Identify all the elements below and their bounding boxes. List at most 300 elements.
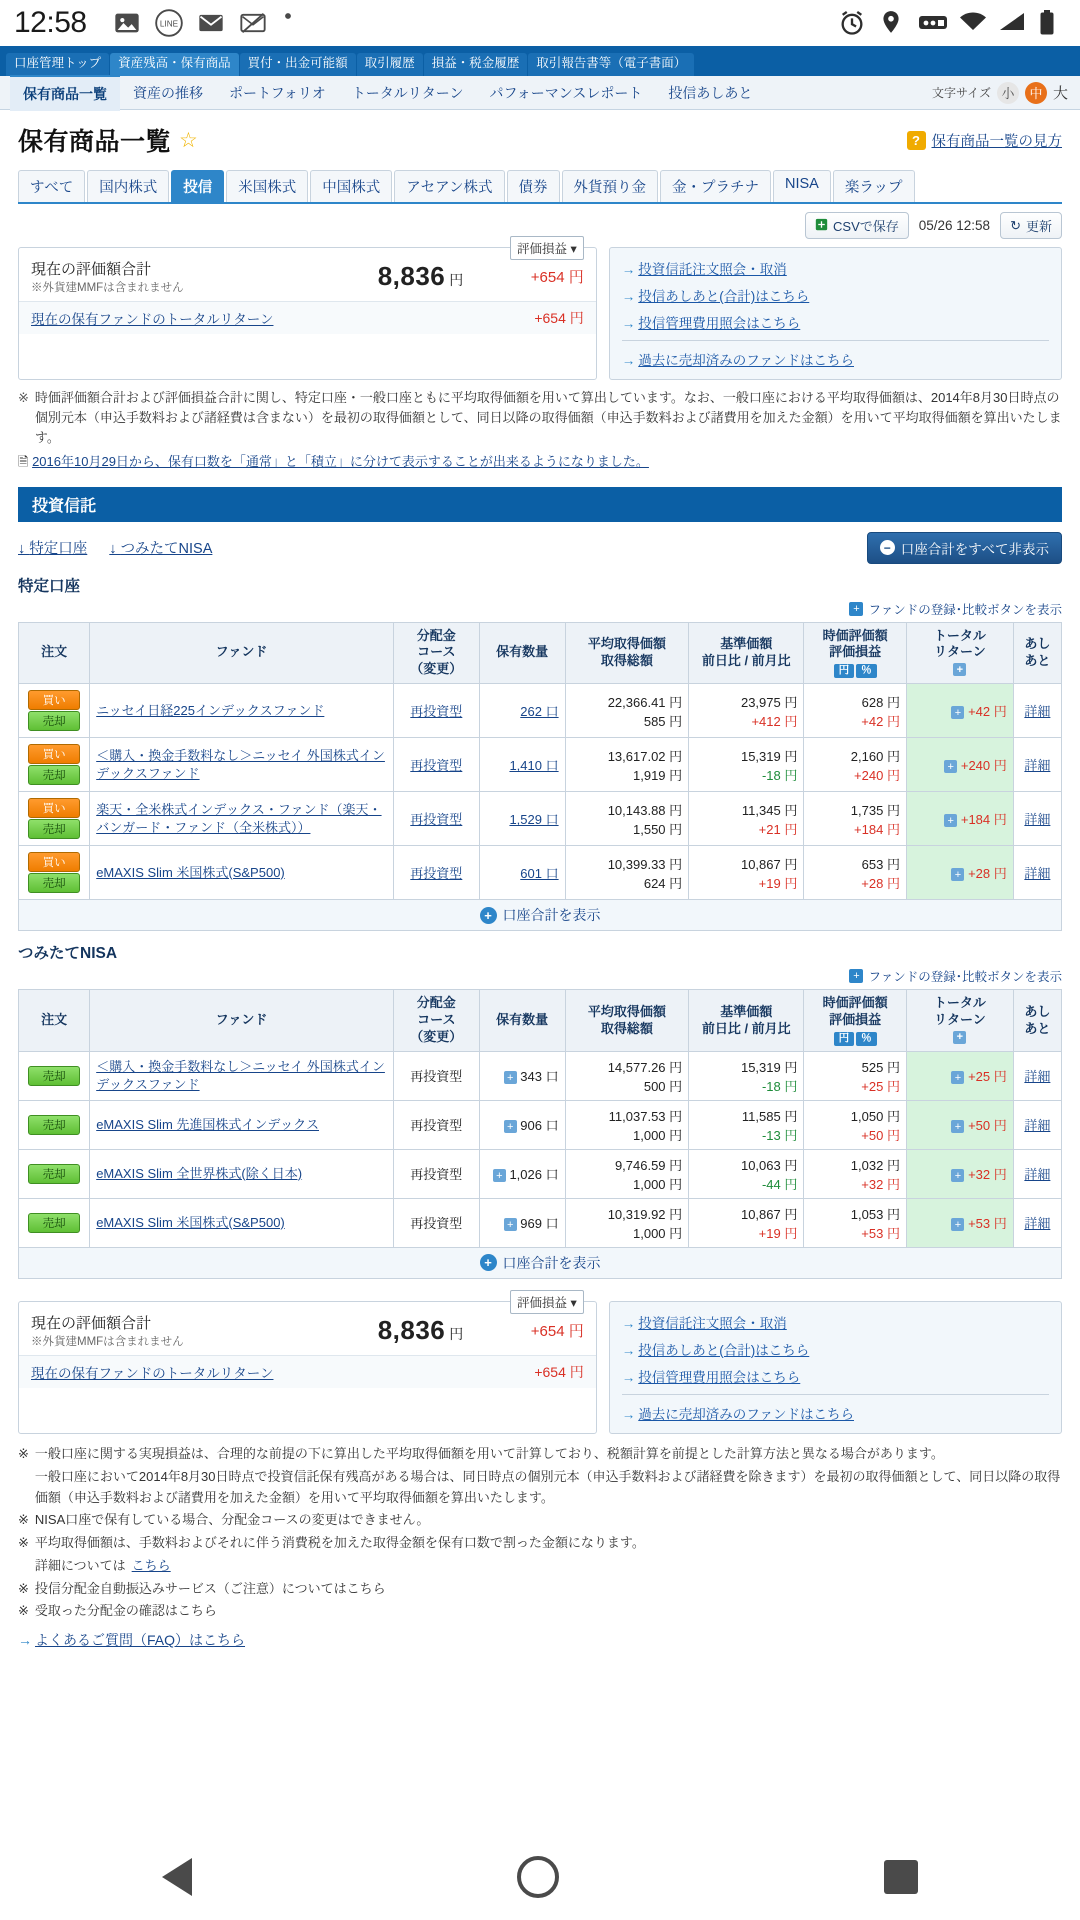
expand-quantity-icon[interactable]: + (493, 1169, 506, 1182)
th-base-price-l2: 前日比 / 前月比 (701, 1020, 791, 1036)
cell-course (393, 738, 479, 792)
sell-button[interactable]: 売却 (28, 1164, 80, 1184)
th-base-price-l1: 基準価額 (720, 1003, 773, 1019)
subnav-item-asset-trend[interactable]: 資産の推移 (133, 84, 203, 101)
summary-bottom-amount (378, 1315, 464, 1346)
course-link[interactable]: 再投資型 (410, 866, 463, 882)
cell-fund (90, 1198, 394, 1247)
table-row (19, 1100, 1062, 1149)
top-note-text: 時価評価額合計および評価損益合計に関し、特定口座・一般口座ともに平均取得価額を用いて算出しています。なお、一般口座における平均取得価額は、2014年8月30日時点の個別元本（申込手数料および諸経費は含まない）を最初の取得価額として、同日以降の取得価額（申込手数料および諸費用を加えた金額）を用いて平均取得価額を算出いたします。 (34, 390, 1062, 446)
link-order-inquiry-bottom-label: 投資信託注文照会・取消 (638, 1315, 787, 1331)
valuation-unit-toggle[interactable] (834, 1032, 877, 1046)
refresh-label: 更新 (1025, 219, 1052, 234)
base-diff-value: +412 円 (751, 713, 798, 729)
tsumitate-show-total-label: 口座合計を表示 (502, 1254, 601, 1271)
sell-button[interactable]: 売却 (28, 819, 80, 839)
th-valuation (804, 622, 907, 684)
fund-link[interactable]: ＜購入・換金手数料なし＞ニッセイ 外国株式インデックスファンド (96, 1058, 385, 1092)
cell-footprint (1013, 684, 1061, 738)
summary-top-unit: 円 (449, 272, 464, 288)
quantity-link[interactable]: 1,529 口 (509, 812, 559, 828)
link-management-fee[interactable] (622, 312, 1049, 332)
summary-bottom-note: ※外貨建MMFは含まれません (31, 1335, 184, 1348)
avg-price-value: 13,617.02 円 (607, 748, 683, 764)
quantity-link[interactable]: 1,410 口 (509, 758, 559, 774)
th-dist-course-l2: コース (417, 644, 456, 660)
cell-quantity (479, 792, 565, 846)
footer-detail-link[interactable]: こちら (131, 1557, 171, 1573)
tokutei-show-total-cell[interactable] (19, 900, 1062, 931)
summary-bottom-metric-value: 評価損益 (517, 1295, 568, 1310)
footer-note-5-text[interactable]: 投信分配金自動振込みサービス（ご注意）についてはこちら (34, 1580, 386, 1596)
anchor-tokutei[interactable]: ↓ 特定口座 (18, 541, 88, 558)
sell-button[interactable]: 売却 (28, 1213, 80, 1233)
quantity-link[interactable]: 601 口 (520, 866, 559, 882)
summary-top-metric-value: 評価損益 (517, 242, 568, 256)
valuation-value: 628 円 (861, 694, 900, 710)
valuation-value: 653 円 (861, 856, 900, 872)
th-footprint (1013, 990, 1061, 1052)
buy-button[interactable]: 買い (28, 852, 80, 872)
total-return-value: +25 円 (968, 1069, 1007, 1085)
note-marker: ※ (18, 1580, 29, 1596)
show-compare-buttons-tokutei[interactable] (849, 600, 1062, 618)
avg-price-value: 10,143.88 円 (607, 802, 683, 818)
link-sold-funds-label: 過去に売却済みのファンドはこちら (638, 353, 854, 368)
primary-nav[interactable] (0, 46, 1080, 76)
refresh-icon: ↻ (1010, 217, 1021, 233)
th-fund: ファンド (90, 622, 394, 684)
fund-link[interactable]: ニッセイ日経225インデックスファンド (96, 702, 325, 718)
cell-order (19, 1051, 90, 1100)
status-bar-clock: 12:58 (14, 6, 87, 39)
valuation-unit-toggle[interactable] (834, 664, 877, 678)
total-return-value: +42 円 (968, 704, 1007, 720)
pl-value: +184 円 (854, 821, 900, 837)
sell-button[interactable]: 売却 (28, 1066, 80, 1086)
base-price-value: 11,585 円 (741, 1108, 798, 1124)
summary-bottom (0, 1297, 1080, 1434)
total-cost-value: 585 円 (643, 713, 683, 729)
csv-save-button[interactable] (805, 212, 909, 239)
font-size-large[interactable]: 大 (1052, 85, 1068, 102)
table-row (19, 1149, 1062, 1198)
arrow-icon: → (621, 1369, 636, 1385)
summary-bottom-pl: +654 円 (530, 1322, 584, 1340)
arrow-icon: → (621, 262, 636, 277)
anchor-tsumitate-nisa[interactable]: ↓ つみたてNISA (109, 541, 213, 558)
line-icon (155, 9, 183, 37)
quantity-value: 969 口 (520, 1216, 559, 1232)
th-dist-course-l1: 分配金 (416, 627, 456, 643)
note-marker: ※ (18, 1445, 29, 1461)
detail-link[interactable]: 詳細 (1024, 1216, 1051, 1232)
th-avg-price (565, 990, 689, 1052)
th-avg-price-l2: 取得総額 (600, 1020, 653, 1036)
expand-row-total-return-icon[interactable]: + (951, 706, 964, 719)
link-footprint-total[interactable] (622, 285, 1049, 305)
expand-row-total-return-icon[interactable]: + (944, 814, 957, 827)
link-management-fee-label: 投信管理費用照会はこちら (638, 316, 801, 331)
anchor-tokutei-label: 特定口座 (29, 541, 88, 558)
font-size-control[interactable] (932, 82, 1080, 104)
arrow-icon: → (621, 1406, 636, 1422)
cell-fund (90, 792, 394, 846)
base-price-value: 23,975 円 (740, 694, 798, 710)
category-tabs[interactable] (18, 170, 1062, 204)
fund-link[interactable]: ＜購入・換金手数料なし＞ニッセイ 外国株式インデックスファンド (96, 747, 385, 781)
valuation-value: 1,050 円 (850, 1108, 900, 1124)
th-footprint-l1: あし (1024, 636, 1051, 651)
base-diff-value: -44 円 (761, 1176, 798, 1192)
total-return-value: +53 円 (968, 1216, 1007, 1232)
arrow-icon: → (621, 1342, 636, 1358)
th-footprint-l1: あし (1024, 1003, 1051, 1019)
cell-footprint (1013, 846, 1061, 900)
th-total-return (906, 622, 1013, 684)
tsumitate-add-compare-row (0, 963, 1080, 989)
footer-note-2 (18, 1467, 1062, 1509)
cell-quantity (479, 1051, 565, 1100)
valuation-unit-percent[interactable]: ％ (856, 1032, 877, 1046)
th-order: 注文 (19, 622, 90, 684)
subnav-item-footprint[interactable]: 投信あしあと (668, 84, 753, 101)
category-tab-all[interactable]: すべて (18, 170, 85, 202)
cell-valuation (804, 1100, 907, 1149)
link-footprint-total-bottom[interactable] (622, 1339, 1049, 1359)
cell-order (19, 1149, 90, 1198)
th-footprint-l2: あと (1024, 1020, 1051, 1036)
cell-valuation (804, 792, 907, 846)
show-compare-buttons-tokutei-label: ファンドの登録･比較ボタンを表示 (868, 602, 1062, 617)
base-price-value: 11,345 円 (741, 802, 798, 818)
cell-base-price (689, 1051, 804, 1100)
faq-link[interactable]: よくあるご質問（FAQ）はこちら (35, 1632, 246, 1649)
link-order-inquiry[interactable] (622, 258, 1049, 278)
detail-link[interactable]: 詳細 (1024, 1069, 1051, 1085)
course-value: 再投資型 (410, 1167, 463, 1183)
table-row (19, 846, 1062, 900)
nav-tab-buying-power[interactable]: 買付・出金可能額 (240, 53, 356, 76)
cell-course (393, 792, 479, 846)
course-link[interactable]: 再投資型 (410, 812, 463, 828)
detail-link[interactable]: 詳細 (1024, 812, 1051, 828)
pl-value: +53 円 (861, 1225, 900, 1241)
table-header-row (19, 990, 1062, 1052)
total-cost-value: 624 円 (643, 875, 683, 891)
note-marker: ※ (18, 390, 29, 405)
cell-footprint (1013, 1051, 1061, 1100)
sell-button[interactable]: 売却 (28, 1115, 80, 1135)
total-return-value: +184 円 (960, 812, 1007, 828)
recents-square-icon[interactable] (884, 1860, 918, 1894)
course-link[interactable]: 再投資型 (410, 758, 463, 774)
total-cost-value: 1,550 円 (633, 821, 683, 837)
expand-quantity-icon[interactable]: + (504, 1218, 517, 1231)
sell-button[interactable]: 売却 (28, 765, 80, 785)
back-triangle-icon[interactable] (162, 1858, 192, 1896)
status-bar-notification-icons (113, 9, 828, 37)
course-link[interactable]: 再投資型 (410, 704, 463, 720)
help-link[interactable]: 保有商品一覧の見方 (931, 133, 1062, 150)
footer-note-2-text: 一般口座において2014年8月30日時点で投資信託保有残高がある場合は、同日時点の個別元本（申込手数料および諸経費を除きます）を最初の取得価額として、同日以降の取得価額（申込手数料および諸費用を加えた金額）を用いて平均取得価額を算出いたします。 (34, 1468, 1061, 1505)
cell-footprint (1013, 738, 1061, 792)
summary-bottom-label: 現在の評価額合計 (31, 1314, 152, 1332)
cell-valuation (804, 684, 907, 738)
secondary-nav[interactable] (0, 76, 1080, 110)
category-tab-china-stock[interactable]: 中国株式 (310, 170, 392, 202)
cell-avg-price (565, 792, 689, 846)
plus-circle-icon: + (480, 907, 497, 924)
nav-tab-trade-history[interactable]: 取引履歴 (357, 53, 423, 76)
font-size-medium[interactable]: 中 (1025, 82, 1047, 104)
course-value: 再投資型 (410, 1118, 463, 1134)
category-tab-investment-trust[interactable]: 投信 (171, 170, 224, 202)
th-dist-course (393, 622, 479, 684)
notice-row (18, 452, 1062, 472)
cell-course (393, 1051, 479, 1100)
pl-value: +50 円 (861, 1127, 900, 1143)
notice-icon: 🗎 (18, 454, 29, 470)
fund-link[interactable]: eMAXIS Slim 先進国株式インデックス (96, 1116, 319, 1132)
cell-valuation (804, 1051, 907, 1100)
detail-link[interactable]: 詳細 (1024, 758, 1051, 774)
th-valuation (804, 990, 907, 1052)
expand-quantity-icon[interactable]: + (504, 1071, 517, 1084)
avg-price-value: 10,399.33 円 (607, 856, 683, 872)
favorite-star-icon[interactable]: ☆ (179, 128, 198, 152)
page-header (0, 110, 1080, 164)
category-tab-us-stock[interactable]: 米国株式 (226, 170, 308, 202)
cell-avg-price (565, 1149, 689, 1198)
footer-note-1-text: 一般口座に関する実現損益は、合理的な前提の下に算出した平均取得価額を用いて計算しており、税額計算を前提とした計算方法と異なる場合があります。 (34, 1445, 944, 1461)
cell-footprint (1013, 1100, 1061, 1149)
nav-tab-pl-tax-history[interactable]: 損益・税金履歴 (424, 53, 528, 76)
th-total-return-l1: トータル (933, 995, 986, 1011)
total-cost-value: 500 円 (643, 1078, 683, 1094)
expand-row-total-return-icon[interactable]: + (951, 868, 964, 881)
expand-row-total-return-icon[interactable]: + (951, 1218, 964, 1231)
sell-button[interactable]: 売却 (28, 873, 80, 893)
detail-link[interactable]: 詳細 (1024, 1118, 1051, 1134)
photo-icon (113, 9, 141, 37)
link-management-fee-bottom[interactable] (622, 1366, 1049, 1386)
summary-top-panel (18, 242, 597, 380)
pl-value: +28 円 (861, 875, 900, 891)
summary-bottom-links (609, 1301, 1062, 1434)
footer-note-1 (18, 1444, 1062, 1465)
expand-total-return-icon[interactable]: + (953, 663, 966, 676)
table-row (19, 1198, 1062, 1247)
cell-quantity (479, 1100, 565, 1149)
cell-avg-price (565, 1051, 689, 1100)
cell-order (19, 1198, 90, 1247)
pl-value: +42 円 (861, 713, 900, 729)
subnav-item-portfolio[interactable]: ポートフォリオ (229, 84, 326, 101)
cell-base-price (689, 792, 804, 846)
cell-avg-price (565, 846, 689, 900)
link-order-inquiry-bottom[interactable] (622, 1312, 1049, 1332)
footer-note-6-text[interactable]: 受取った分配金の確認はこちら (34, 1603, 217, 1619)
cell-quantity (479, 1198, 565, 1247)
csv-save-label: CSVで保存 (833, 219, 899, 234)
nav-tab-documents[interactable]: 取引報告書等（電子書面） (528, 53, 694, 76)
fund-link[interactable]: eMAXIS Slim 米国株式(S&P500) (96, 864, 285, 880)
th-valuation-l1: 時価評価額 (822, 995, 888, 1011)
summary-bottom-metric-select[interactable]: 評価損益 ▾ (510, 1290, 584, 1314)
detail-link[interactable]: 詳細 (1024, 1167, 1051, 1183)
th-total-return-l2: リターン (933, 1012, 986, 1028)
help-icon: ? (907, 131, 926, 150)
total-cost-value: 1,000 円 (633, 1127, 683, 1143)
expand-row-total-return-icon[interactable]: + (951, 1169, 964, 1182)
font-size-label: 文字サイズ (931, 86, 991, 100)
nav-tab-assets[interactable]: 資産残高・保有商品 (110, 53, 239, 76)
buy-button[interactable]: 買い (28, 798, 80, 818)
th-base-price (689, 990, 804, 1052)
cell-base-price (689, 684, 804, 738)
pl-value: +240 円 (854, 767, 900, 783)
cell-total-return (906, 738, 1013, 792)
plus-icon: + (849, 602, 863, 616)
show-compare-buttons-tsumitate[interactable] (849, 967, 1062, 985)
expand-total-return-icon[interactable]: + (953, 1031, 966, 1044)
minus-icon: − (880, 540, 895, 555)
category-tab-domestic-stock[interactable]: 国内株式 (87, 170, 169, 202)
link-management-fee-bottom-label: 投信管理費用照会はこちら (638, 1369, 801, 1385)
course-value: 再投資型 (410, 1069, 463, 1085)
sell-button[interactable]: 売却 (28, 711, 80, 731)
note-marker: ※ (18, 1603, 29, 1619)
valuation-unit-percent[interactable]: ％ (856, 664, 877, 678)
th-fund: ファンド (90, 990, 394, 1052)
th-footprint (1013, 622, 1061, 684)
notice-link[interactable]: 2016年10月29日から、保有口数を「通常」と「積立」に分けて表示することが出来るようになりました。 (32, 454, 649, 470)
tokutei-show-total-label: 口座合計を表示 (502, 907, 601, 924)
summary-top-links (609, 247, 1062, 380)
category-tab-asean-stock[interactable]: アセアン株式 (394, 170, 504, 202)
tsumitate-show-total-cell[interactable] (19, 1247, 1062, 1278)
cell-fund (90, 1100, 394, 1149)
nav-tab-account-top[interactable]: 口座管理トップ (6, 53, 109, 76)
detail-link[interactable]: 詳細 (1024, 866, 1051, 882)
expand-row-total-return-icon[interactable]: + (944, 760, 957, 773)
expand-row-total-return-icon[interactable]: + (951, 1120, 964, 1133)
summary-top-metric-select[interactable]: 評価損益 ▾ (510, 236, 584, 260)
top-notes (0, 380, 1080, 473)
cell-avg-price (565, 684, 689, 738)
tokutei-show-total-row[interactable] (19, 900, 1062, 931)
note-marker: ※ (18, 1535, 29, 1551)
android-nav-bar[interactable] (0, 1834, 1080, 1920)
location-icon (878, 9, 906, 37)
summary-top-total-return-label[interactable]: 現在の保有ファンドのトータルリターン (31, 312, 274, 327)
cell-total-return (906, 792, 1013, 846)
home-circle-icon[interactable] (517, 1856, 559, 1898)
quantity-link[interactable]: 262 口 (520, 704, 559, 720)
summary-top-pl: +654 円 (530, 269, 584, 286)
hide-all-totals-button[interactable] (867, 532, 1062, 564)
valuation-value: 525 円 (861, 1059, 900, 1075)
faq-row (0, 1624, 1080, 1650)
subnav-item-holdings[interactable]: 保有商品一覧 (10, 75, 120, 111)
base-diff-value: +19 円 (758, 875, 798, 891)
total-cost-value: 1,919 円 (633, 767, 683, 783)
footer-note-4 (18, 1533, 1062, 1554)
cell-order (19, 738, 90, 792)
expand-quantity-icon[interactable]: + (504, 1120, 517, 1133)
font-size-small[interactable]: 小 (997, 82, 1019, 104)
base-price-value: 15,319 円 (740, 748, 798, 764)
buy-button[interactable]: 買い (28, 744, 80, 764)
detail-link[interactable]: 詳細 (1024, 704, 1051, 720)
table-row (19, 684, 1062, 738)
total-cost-value: 1,000 円 (633, 1176, 683, 1192)
buy-button[interactable]: 買い (28, 690, 80, 710)
link-sold-funds-bottom[interactable] (622, 1403, 1049, 1423)
valuation-unit-yen[interactable]: 円 (834, 664, 855, 678)
fund-link[interactable]: eMAXIS Slim 米国株式(S&P500) (96, 1214, 285, 1230)
refresh-button[interactable] (1000, 212, 1062, 239)
footer-notes (0, 1434, 1080, 1622)
summary-bottom-total-return-label[interactable]: 現在の保有ファンドのトータルリターン (31, 1365, 274, 1381)
data-timestamp: 05/26 12:58 (918, 218, 991, 233)
plus-icon: + (849, 969, 863, 983)
tsumitate-show-total-row[interactable] (19, 1247, 1062, 1278)
th-valuation-l2: 評価損益 (829, 1012, 882, 1028)
svg-text:LINE: LINE (159, 19, 178, 29)
mail-off-icon (239, 9, 267, 37)
link-sold-funds[interactable] (622, 349, 1049, 369)
cell-fund (90, 1149, 394, 1198)
th-avg-price-l1: 平均取得価額 (587, 636, 666, 651)
section-anchors (0, 522, 1080, 564)
cell-avg-price (565, 738, 689, 792)
arrow-icon: → (621, 316, 636, 331)
battery-icon (1038, 9, 1066, 37)
valuation-unit-yen[interactable]: 円 (834, 1032, 855, 1046)
category-tab-gold-platinum[interactable]: 金・プラチナ (660, 170, 771, 202)
pl-value: +32 円 (861, 1176, 900, 1192)
cell-quantity (479, 684, 565, 738)
th-quantity: 保有数量 (479, 990, 565, 1052)
cell-course (393, 1198, 479, 1247)
category-tab-rakuwrap[interactable]: 楽ラップ (833, 170, 915, 202)
th-total-return (906, 990, 1013, 1052)
arrow-icon: → (621, 1315, 636, 1331)
cell-base-price (689, 1198, 804, 1247)
category-tab-foreign-currency[interactable]: 外貨預り金 (562, 170, 659, 202)
category-tab-nisa[interactable]: NISA (773, 170, 831, 202)
fund-link[interactable]: eMAXIS Slim 全世界株式(除く日本) (96, 1165, 303, 1181)
expand-row-total-return-icon[interactable]: + (951, 1071, 964, 1084)
th-base-price (689, 622, 804, 684)
cell-valuation (804, 846, 907, 900)
summary-top-label: 現在の評価額合計 (31, 261, 152, 278)
base-diff-value: -18 円 (761, 767, 798, 783)
valuation-value: 1,053 円 (850, 1206, 900, 1222)
cell-course (393, 1100, 479, 1149)
hide-all-totals-label: 口座合計をすべて非表示 (900, 541, 1049, 557)
category-tab-bond[interactable]: 債券 (507, 170, 560, 202)
subnav-item-performance-report[interactable]: パフォーマンスレポート (489, 84, 643, 101)
fund-link[interactable]: 楽天・全米株式インデックス・ファンド（楽天・バンガード・ファンド（全米株式）） (96, 801, 382, 835)
table-row (19, 792, 1062, 846)
dot-icon (281, 9, 309, 37)
subnav-item-total-return[interactable]: トータルリターン (351, 84, 464, 101)
subsection-title-tsumitate: つみたてNISA (18, 945, 118, 963)
th-footprint-l2: あと (1024, 652, 1051, 668)
